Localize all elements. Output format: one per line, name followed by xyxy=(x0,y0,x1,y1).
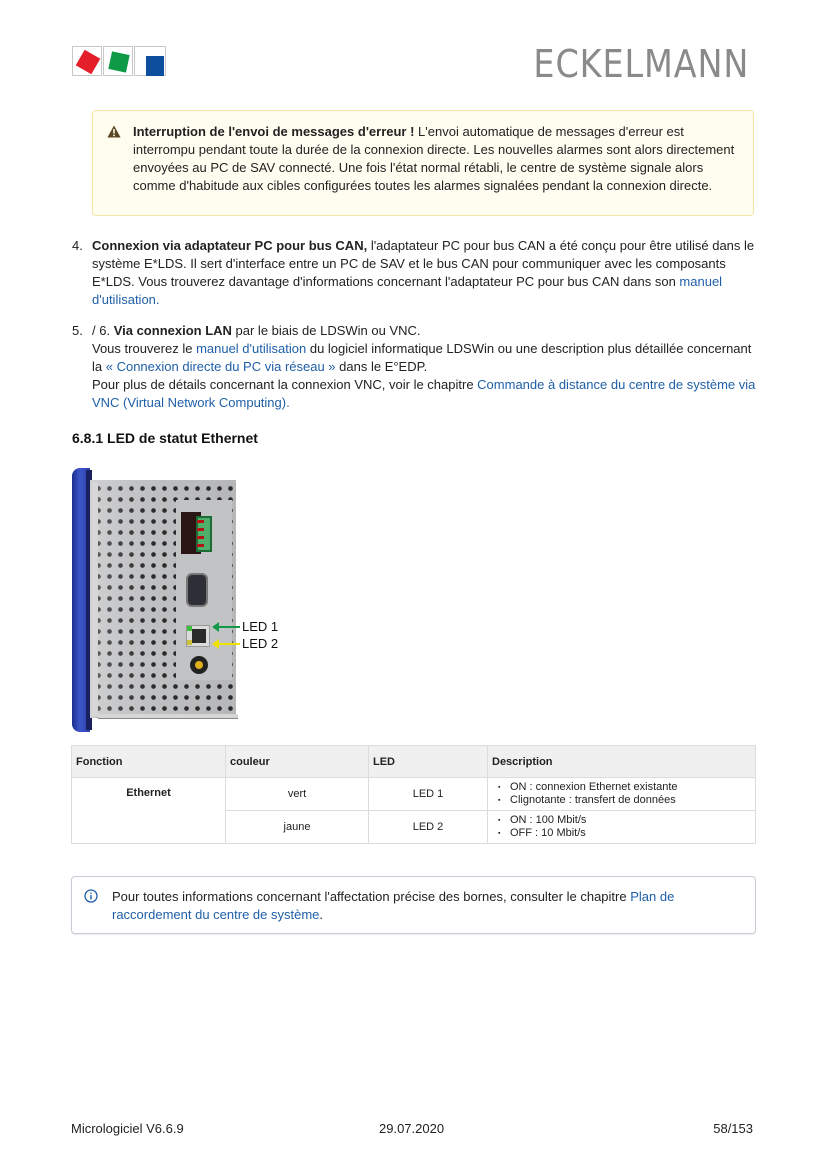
list-number: 5. xyxy=(72,323,83,338)
list-item-bold: Connexion via adaptateur PC pour bus CAN, xyxy=(92,238,368,253)
description-item: ▪ ON : connexion Ethernet existante xyxy=(510,781,751,794)
footer-page-number: 58/153 xyxy=(713,1121,753,1136)
cell-led: LED 2 xyxy=(369,811,488,844)
terminal-pin xyxy=(197,536,204,539)
warning-text xyxy=(133,123,735,195)
list-item-text: Vous trouverez le xyxy=(92,341,197,356)
ldswin-manual-link[interactable]: manuel d'utilisation xyxy=(196,341,307,356)
list-item-text: l'adaptateur PC pour bus CAN a été conçu pour être utilisé dans le système E*LDS. Il sert d'interface entre un PC de SAV et le bus CAN pour communiquer avec les composants E*LDS. Vous trouverez davantage d'informations concernant l'adaptateur PC pour bus CAN dans son xyxy=(92,238,755,289)
col-description: Description xyxy=(488,746,756,778)
cell-description xyxy=(488,778,756,811)
description-item: ▪ OFF : 10 Mbit/s xyxy=(510,827,751,840)
list-item-prefix: / 6. xyxy=(92,323,114,338)
green-square-icon xyxy=(108,51,129,72)
dsub-serial-port xyxy=(186,573,208,607)
cell-description xyxy=(488,811,756,844)
arrow-led2-line xyxy=(216,643,240,645)
description-list xyxy=(492,781,751,807)
col-couleur: couleur xyxy=(226,746,369,778)
company-logo xyxy=(72,46,166,78)
info-body: Pour toutes informations concernant l'affectation précise des bornes, consulter le chapitre xyxy=(112,889,631,904)
terminal-pin xyxy=(197,544,204,547)
table-header-row xyxy=(72,746,756,778)
cell-couleur: vert xyxy=(226,778,369,811)
brand-name: ECKELMANN xyxy=(533,42,749,86)
description-list xyxy=(492,814,751,840)
table-row xyxy=(72,778,756,811)
list-item-text: par le biais de LDSWin ou VNC. xyxy=(231,323,421,338)
list-item-text: dans le E°EDP. xyxy=(335,359,428,374)
footer-date: 29.07.2020 xyxy=(379,1121,445,1136)
info-circle-icon xyxy=(84,889,98,903)
list-item-bold: Via connexion LAN xyxy=(113,323,232,338)
cell-function: Ethernet xyxy=(72,778,226,844)
info-box xyxy=(71,876,756,934)
terminal-pin xyxy=(197,520,204,523)
bottom-rail xyxy=(98,714,238,719)
warning-body: L'envoi automatique de messages d'erreur est interrompu pendant toute la durée de la connexion directe. Les nouvelles alarmes sont alors directement envoyées au PC de SAV connecté. Une fois l'état normal rétabli, le centre de système signale alors comme d'habitude aux cibles configurées toutes les alarmes signalées pendant la connexion directe. xyxy=(133,124,735,193)
led1-label: LED 1 xyxy=(242,619,279,634)
warning-box xyxy=(92,110,754,216)
arrow-led1-line xyxy=(216,626,240,628)
rj45-socket xyxy=(192,629,206,643)
list-number: 4. xyxy=(72,238,83,253)
logo-cell-red xyxy=(72,46,102,76)
wiring-plan-link[interactable]: Plan de raccordement du centre de système xyxy=(112,889,675,922)
terminal-pin xyxy=(197,528,204,531)
cell-led: LED 1 xyxy=(369,778,488,811)
footer-firmware-version: Micrologiciel V6.6.9 xyxy=(71,1121,184,1136)
cell-couleur: jaune xyxy=(226,811,369,844)
description-item: ▪ ON : 100 Mbit/s xyxy=(510,814,751,827)
info-suffix: . xyxy=(319,907,324,922)
list-item-text: Pour plus de détails concernant la connexion VNC, voir le chapitre xyxy=(92,377,478,392)
mounting-rail xyxy=(92,482,98,716)
led1-green-indicator xyxy=(187,626,192,631)
vnc-remote-control-link[interactable]: Commande à distance du centre de système via VNC (Virtual Network Computing). xyxy=(92,377,756,410)
blue-square-icon xyxy=(146,56,164,76)
led2-yellow-indicator xyxy=(187,640,192,645)
user-manual-link[interactable]: manuel d'utilisation. xyxy=(92,274,723,307)
warning-title: Interruption de l'envoi de messages d'erreur ! xyxy=(133,124,415,139)
logo-cell-blue xyxy=(134,46,166,76)
info-text xyxy=(112,888,735,924)
led2-label: LED 2 xyxy=(242,636,279,651)
rotary-switch-dial xyxy=(195,661,203,669)
logo-cell-green xyxy=(103,46,133,76)
list-item-body xyxy=(92,237,762,309)
device-side-view-figure xyxy=(68,460,288,732)
section-heading: 6.8.1 LED de statut Ethernet xyxy=(72,430,258,446)
direct-pc-connection-link[interactable]: « Connexion directe du PC via réseau » xyxy=(105,359,336,374)
list-item-text: du logiciel informatique LDSWin ou une description plus détaillée concernant la xyxy=(92,341,752,374)
col-fonction: Fonction xyxy=(72,746,226,778)
warning-triangle-icon xyxy=(107,125,121,138)
col-led: LED xyxy=(369,746,488,778)
led-status-table xyxy=(71,745,756,844)
description-item: ▪ Clignotante : transfert de données xyxy=(510,794,751,807)
list-item-body xyxy=(92,322,762,412)
red-diamond-icon xyxy=(76,50,101,75)
